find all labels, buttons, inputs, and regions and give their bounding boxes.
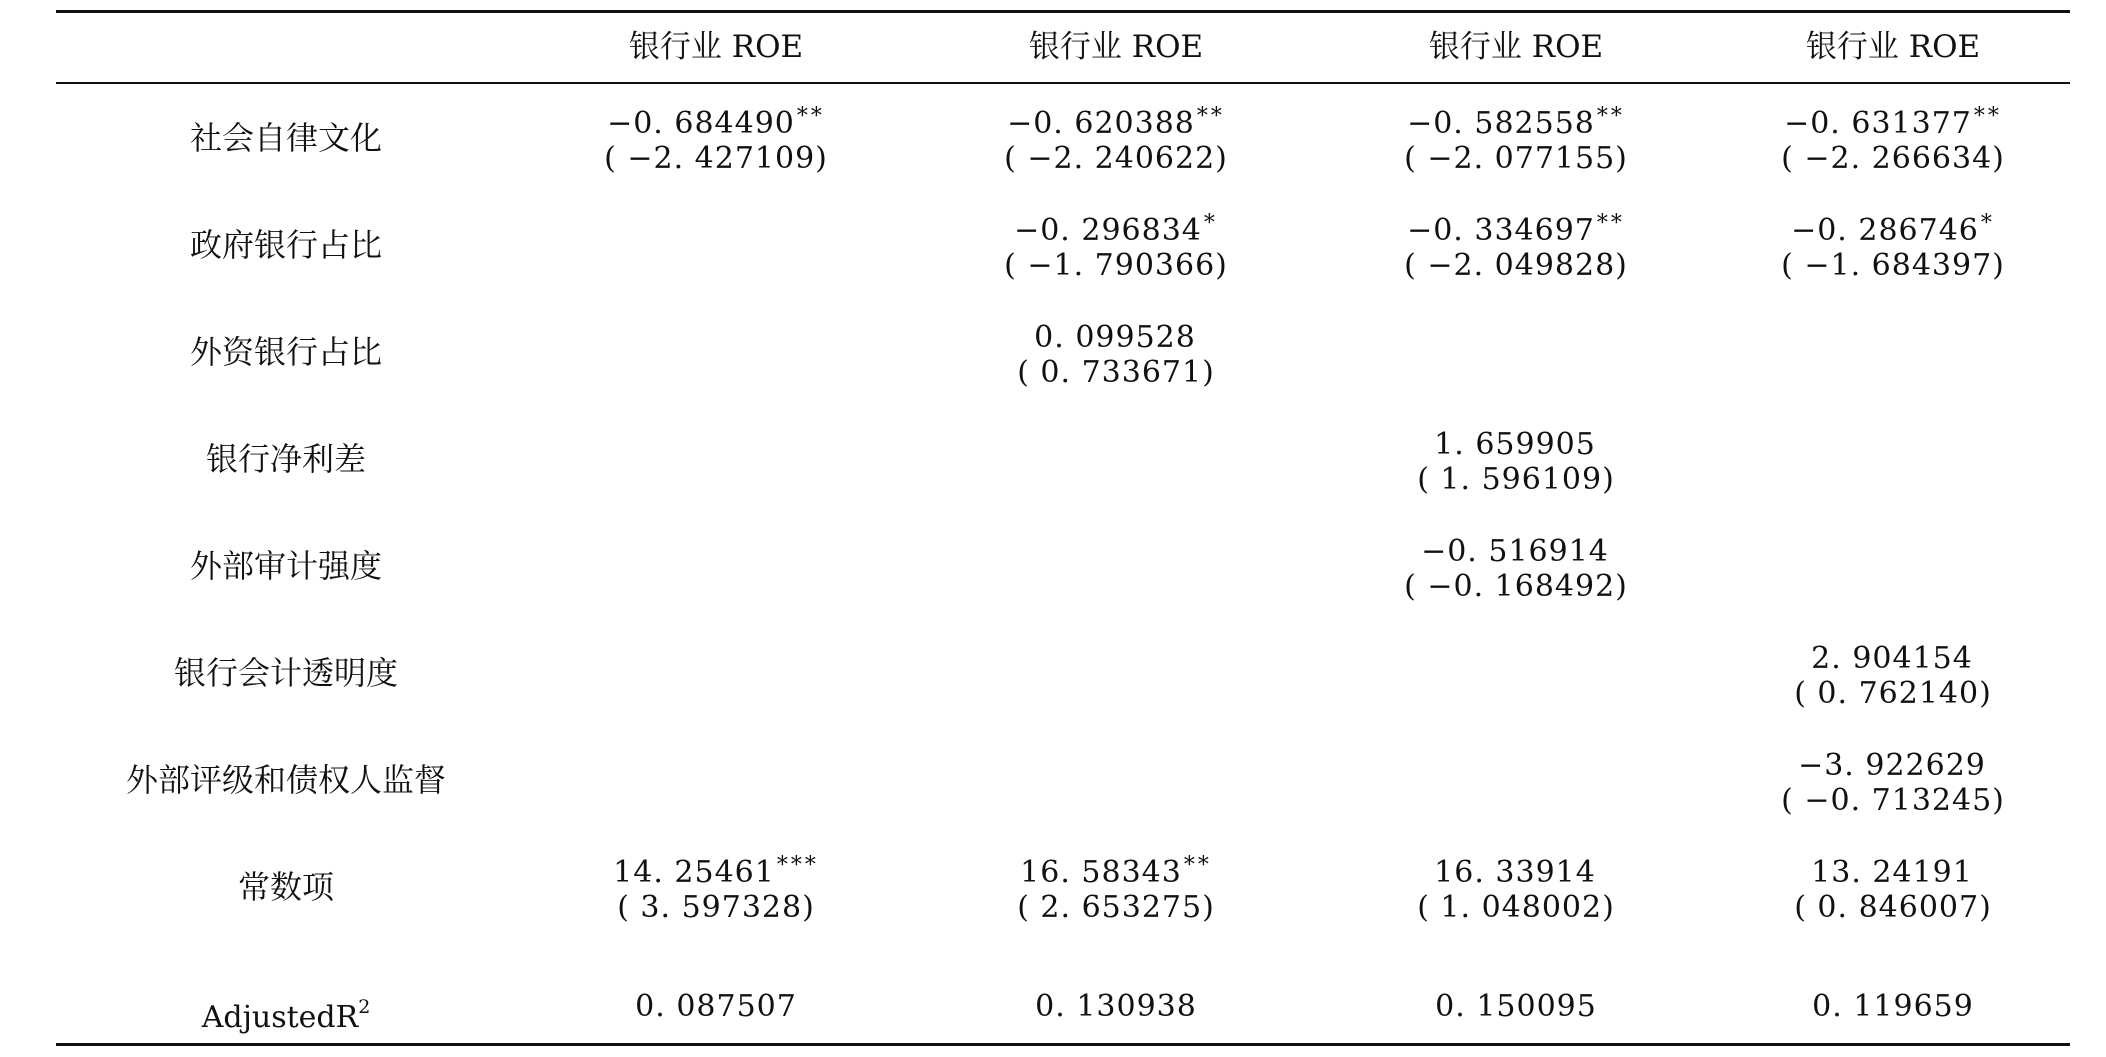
coefficient-line [916,96,1316,141]
coefficient-value: 2. 904154 [1811,641,1973,676]
t-statistic [1316,780,1716,822]
coefficient-cell [1316,524,1716,608]
t-statistic: ( −2. 049828) [1404,248,1628,283]
coefficient-line [916,310,1316,355]
coefficient-cell [1316,96,1716,180]
coefficient-line [1316,96,1716,141]
row-label: 常数项 [237,868,334,906]
coefficient-line [1316,310,1716,352]
coefficient-value: −0. 334697 [1407,213,1595,248]
coefficient-line [1716,203,2070,248]
t-statistic: ( 0. 762140) [1794,676,1992,711]
row-label: 银行会计透明度 [173,654,398,692]
adjusted-r2-value-4: 0. 119659 [1812,989,1974,1024]
coefficient-line [516,738,916,780]
adjusted-r2-label [56,984,516,1041]
coefficient-value: −0. 631377 [1784,106,1972,141]
coefficient-cell [1716,845,2070,929]
t-statistic [1316,352,1716,394]
table-row [56,524,2070,608]
coefficient-line [1316,845,1716,890]
t-statistic [516,352,916,394]
coefficient-cell [1716,738,2070,822]
t-statistic: ( −2. 240622) [1004,141,1228,176]
coefficient-line [1316,738,1716,780]
coefficient-value: 1. 659905 [1434,427,1596,462]
coefficient-value: 16. 33914 [1434,855,1596,890]
coefficient-cell [1316,738,1716,822]
significance-stars: ** [1183,853,1212,878]
coefficient-line [916,845,1316,890]
table-row [56,203,2070,287]
coefficient-line [1316,417,1716,462]
coefficient-value: 0. 099528 [1034,320,1196,355]
coefficient-cell [916,524,1316,608]
significance-stars: ** [796,104,825,129]
t-statistic: ( −0. 713245) [1781,783,2005,818]
coefficient-line [516,845,916,890]
coefficient-line [516,524,916,566]
t-statistic: ( −0. 168492) [1404,569,1628,604]
significance-stars: ** [1196,104,1225,129]
row-label: 政府银行占比 [189,226,382,264]
t-statistic [516,673,916,715]
coefficient-line [1316,524,1716,569]
coefficient-line [916,631,1316,673]
coefficient-cell [1316,310,1716,394]
coefficient-cell [916,203,1316,287]
coefficient-cell [516,631,916,715]
header-rule [56,82,2070,84]
t-statistic [1716,566,2070,608]
row-label: 社会自律文化 [189,119,382,157]
coefficient-value: 13. 24191 [1811,855,1973,890]
t-statistic [1716,459,2070,501]
coefficient-cell [916,845,1316,929]
t-statistic [916,459,1316,501]
coefficient-cell [516,738,916,822]
t-statistic: ( 1. 048002) [1417,890,1615,925]
coefficient-line [1716,738,2070,783]
coefficient-line [516,203,916,245]
t-statistic: ( 3. 597328) [617,890,815,925]
coefficient-line [1716,417,2070,459]
coefficient-line [1716,524,2070,566]
t-statistic [916,566,1316,608]
t-statistic: ( −2. 077155) [1404,141,1628,176]
coefficient-value: −3. 922629 [1798,748,1986,783]
header-col-4: 银行业 ROE [1805,29,1981,65]
t-statistic: ( −1. 684397) [1781,248,2005,283]
coefficient-cell [516,96,916,180]
coefficient-line [916,738,1316,780]
coefficient-line [1716,631,2070,676]
significance-stars: * [1203,211,1218,236]
t-statistic [516,566,916,608]
table-row [56,96,2070,180]
coefficient-cell [1716,310,2070,394]
coefficient-cell [1716,417,2070,501]
coefficient-line [1316,631,1716,673]
coefficient-value: −0. 296834 [1014,213,1202,248]
t-statistic: ( 1. 596109) [1417,462,1615,497]
coefficient-cell [516,310,916,394]
t-statistic [916,780,1316,822]
t-statistic: ( −2. 266634) [1781,141,2005,176]
adjusted-r2-row [56,984,2070,1035]
coefficient-line [916,524,1316,566]
coefficient-cell [516,845,916,929]
t-statistic [516,459,916,501]
coefficient-value: −0. 582558 [1407,106,1595,141]
coefficient-cell [516,417,916,501]
coefficient-line [516,310,916,352]
coefficient-cell [916,417,1316,501]
row-label: 外资银行占比 [189,333,382,371]
coefficient-value: −0. 286746 [1791,213,1979,248]
row-label: 外部审计强度 [189,547,382,585]
coefficient-line [516,631,916,673]
coefficient-line [1716,310,2070,352]
t-statistic [1716,352,2070,394]
t-statistic: ( −1. 790366) [1004,248,1228,283]
coefficient-line [916,203,1316,248]
coefficient-line [916,417,1316,459]
table-row [56,738,2070,822]
coefficient-cell [916,738,1316,822]
t-statistic: ( 0. 846007) [1794,890,1992,925]
coefficient-cell [1316,417,1716,501]
coefficient-cell [916,310,1316,394]
table-row [56,417,2070,501]
t-statistic [1316,673,1716,715]
coefficient-cell [1316,203,1716,287]
adjusted-r2-label-text: AdjustedR [201,1000,359,1035]
coefficient-cell [516,524,916,608]
coefficient-cell [1716,631,2070,715]
coefficient-line [516,417,916,459]
adjusted-r2-value-3: 0. 150095 [1435,989,1597,1024]
adjusted-r2-value-1: 0. 087507 [635,989,797,1024]
coefficient-value: −0. 620388 [1007,106,1195,141]
coefficient-cell [916,96,1316,180]
t-statistic [516,245,916,287]
coefficient-value: −0. 684490 [607,106,795,141]
regression-table [56,0,2070,1057]
coefficient-value: 14. 25461 [613,855,775,890]
significance-stars: *** [776,853,819,878]
adjusted-r2-label-sup: 2 [358,996,371,1018]
t-statistic: ( −2. 427109) [604,141,828,176]
significance-stars: ** [1596,104,1625,129]
coefficient-value: −0. 516914 [1421,534,1609,569]
coefficient-cell [916,631,1316,715]
coefficient-line [1716,96,2070,141]
coefficient-cell [1716,203,2070,287]
coefficient-cell [1316,845,1716,929]
coefficient-cell [1716,96,2070,180]
coefficient-value: 16. 58343 [1020,855,1182,890]
t-statistic [516,780,916,822]
significance-stars: ** [1596,211,1625,236]
header-col-3: 银行业 ROE [1428,29,1604,65]
row-label: 外部评级和债权人监督 [125,761,446,799]
table-row [56,845,2070,929]
row-label: 银行净利差 [205,440,366,478]
coefficient-cell [1316,631,1716,715]
header-empty [56,22,516,72]
significance-stars: ** [1973,104,2002,129]
t-statistic: ( 0. 733671) [1017,355,1215,390]
top-rule [56,10,2070,13]
t-statistic [916,673,1316,715]
adjusted-r2-value-2: 0. 130938 [1035,989,1197,1024]
bottom-rule [56,1043,2070,1046]
coefficient-line [1316,203,1716,248]
header-col-1: 银行业 ROE [628,29,804,65]
t-statistic: ( 2. 653275) [1017,890,1215,925]
coefficient-line [1716,845,2070,890]
table-row [56,631,2070,715]
significance-stars: * [1980,211,1995,236]
coefficient-cell [1716,524,2070,608]
header-col-2: 银行业 ROE [1028,29,1204,65]
coefficient-line [516,96,916,141]
coefficient-cell [516,203,916,287]
table-row [56,310,2070,394]
